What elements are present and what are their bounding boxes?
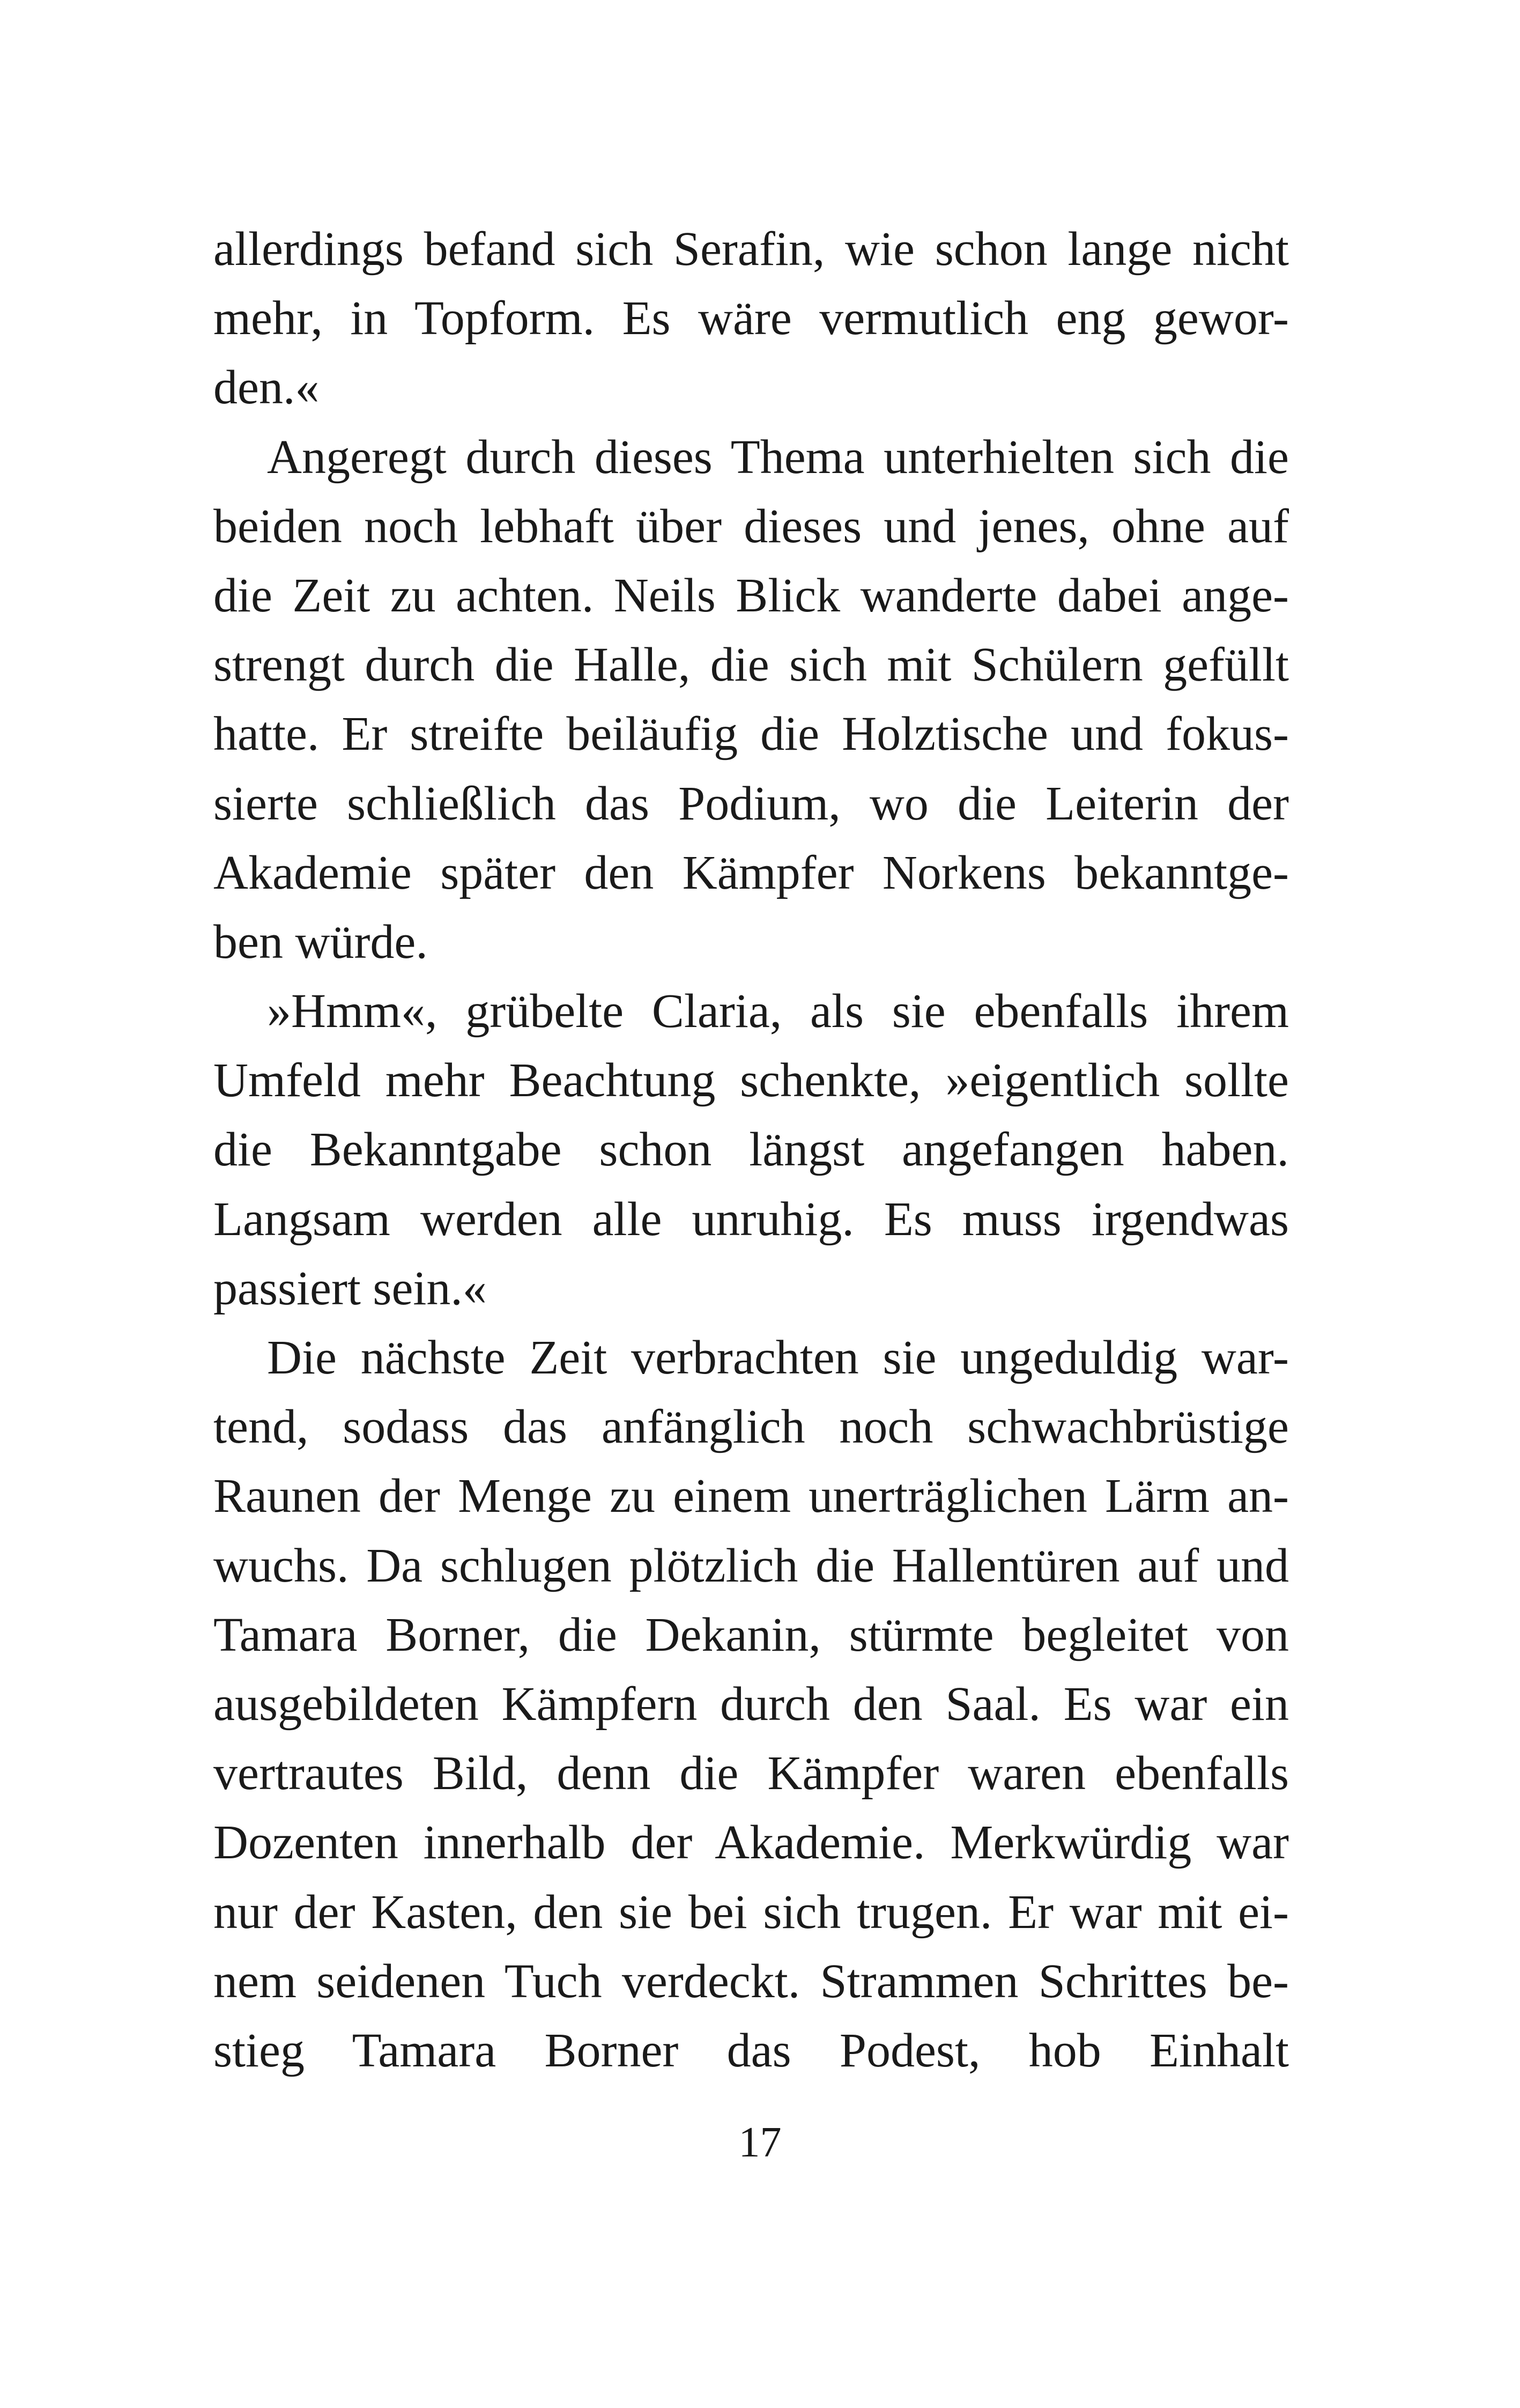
text-line: stieg Tamara Borner das Podest, hob Einhalt bbox=[213, 2023, 1289, 2077]
body-text bbox=[213, 215, 1289, 2085]
text-line: passiert sein.« bbox=[213, 1261, 487, 1315]
text-line: hatte. Er streifte beiläufig die Holztische und fokus- bbox=[213, 707, 1289, 761]
text-line: Angeregt durch dieses Thema unterhielten sich die bbox=[267, 430, 1289, 484]
text-line: die Zeit zu achten. Neils Blick wanderte dabei ange- bbox=[213, 568, 1289, 622]
text-line: strengt durch die Halle, die sich mit Schülern gefüllt bbox=[213, 638, 1289, 692]
text-line: allerdings befand sich Serafin, wie schon lange nicht bbox=[213, 223, 1289, 276]
text-line: den.« bbox=[213, 361, 320, 415]
text-line: tend, sodass das anfänglich noch schwachbrüstige bbox=[213, 1400, 1289, 1454]
text-line: Tamara Borner, die Dekanin, stürmte begleitet von bbox=[213, 1608, 1289, 1661]
text-line: Raunen der Menge zu einem unerträglichen Lärm an- bbox=[213, 1469, 1289, 1523]
text-line: vertrautes Bild, denn die Kämpfer waren ebenfalls bbox=[213, 1747, 1289, 1800]
text-line: beiden noch lebhaft über dieses und jenes, ohne auf bbox=[213, 499, 1289, 553]
text-line: Akademie später den Kämpfer Norkens bekanntge- bbox=[213, 846, 1289, 899]
text-line: ben würde. bbox=[213, 915, 428, 969]
text-line: Die nächste Zeit verbrachten sie ungeduldig war- bbox=[267, 1331, 1289, 1384]
text-line: nem seidenen Tuch verdeckt. Strammen Schrittes be- bbox=[213, 1954, 1289, 2008]
text-line: ausgebildeten Kämpfern durch den Saal. Es war ein bbox=[213, 1677, 1289, 1731]
text-line: Langsam werden alle unruhig. Es muss irgendwas bbox=[213, 1192, 1289, 1246]
text-line: sierte schließlich das Podium, wo die Leiterin der bbox=[213, 777, 1289, 830]
text-line: nur der Kasten, den sie bei sich trugen. Er war mit ei- bbox=[213, 1885, 1289, 1939]
text-line: wuchs. Da schlugen plötzlich die Hallentüren auf und bbox=[213, 1539, 1289, 1592]
text-line: Dozenten innerhalb der Akademie. Merkwürdig war bbox=[213, 1816, 1289, 1870]
text-line: »Hmm«, grübelte Claria, als sie ebenfalls ihrem bbox=[267, 985, 1289, 1038]
page-number: 17 bbox=[738, 2119, 782, 2166]
text-line: Umfeld mehr Beachtung schenkte, »eigentlich sollte bbox=[213, 1054, 1289, 1107]
text-line: mehr, in Topform. Es wäre vermutlich eng gewor- bbox=[213, 292, 1289, 345]
text-line: die Bekanntgabe schon längst angefangen haben. bbox=[213, 1123, 1289, 1177]
